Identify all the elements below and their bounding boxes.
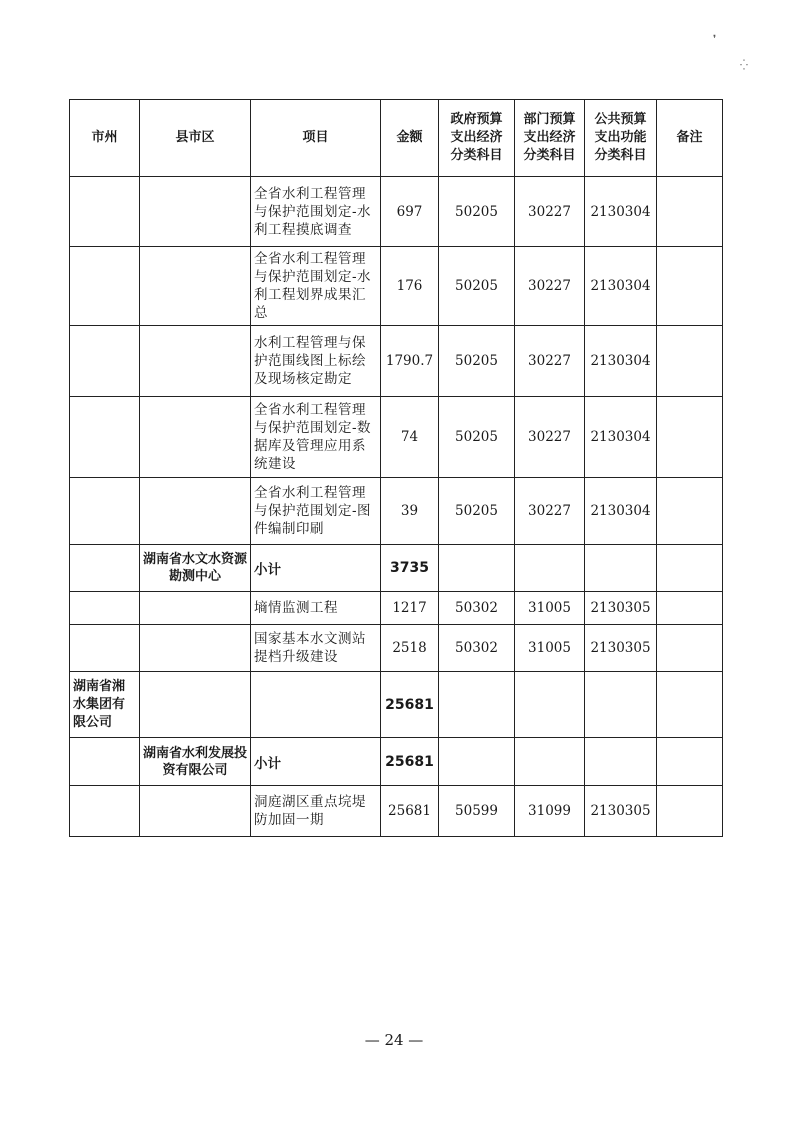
table-row <box>70 786 723 837</box>
group-row <box>70 672 723 738</box>
cell-county <box>140 177 251 247</box>
cell-remarks <box>657 478 723 545</box>
table-header-row <box>70 100 723 177</box>
cell-dept-econ <box>515 672 585 738</box>
cell-county <box>140 397 251 478</box>
cell-dept-econ: 31005 <box>515 592 585 625</box>
cell-project: 墒情监测工程 <box>251 592 381 625</box>
cell-remarks <box>657 177 723 247</box>
table-row <box>70 478 723 545</box>
cell-county <box>140 672 251 738</box>
scan-mark-top: ❜ <box>713 34 717 45</box>
cell-gov-econ: 50599 <box>439 786 515 837</box>
cell-gov-econ: 50302 <box>439 625 515 672</box>
table-row <box>70 592 723 625</box>
cell-project: 全省水利工程管理与保护范围划定-图件编制印刷 <box>251 478 381 545</box>
cell-gov-econ <box>439 545 515 592</box>
cell-amount: 176 <box>381 247 439 326</box>
cell-public-func: 2130305 <box>585 786 657 837</box>
scan-mark-right: ⁛ <box>740 60 748 71</box>
cell-subtotal-label: 小计 <box>251 738 381 786</box>
cell-remarks <box>657 247 723 326</box>
cell-project: 全省水利工程管理与保护范围划定-水利工程摸底调查 <box>251 177 381 247</box>
cell-dept-econ: 31099 <box>515 786 585 837</box>
cell-project: 国家基本水文测站提档升级建设 <box>251 625 381 672</box>
cell-remarks <box>657 625 723 672</box>
cell-remarks <box>657 592 723 625</box>
cell-city <box>70 786 140 837</box>
cell-public-func: 2130304 <box>585 326 657 397</box>
cell-city <box>70 247 140 326</box>
header-dept-econ-text: 部门预算支出经济分类科目 <box>523 112 576 163</box>
cell-county <box>140 247 251 326</box>
cell-subtotal-label: 小计 <box>251 545 381 592</box>
table-row <box>70 177 723 247</box>
cell-city <box>70 545 140 592</box>
cell-city <box>70 625 140 672</box>
cell-public-func <box>585 672 657 738</box>
cell-gov-econ <box>439 738 515 786</box>
cell-county <box>140 592 251 625</box>
cell-gov-econ: 50205 <box>439 177 515 247</box>
cell-city <box>70 738 140 786</box>
cell-county-org: 湖南省水利发展投资有限公司 <box>140 738 251 786</box>
cell-county <box>140 326 251 397</box>
cell-dept-econ <box>515 738 585 786</box>
cell-amount: 2518 <box>381 625 439 672</box>
cell-remarks <box>657 672 723 738</box>
table-row <box>70 397 723 478</box>
cell-subtotal-amount: 25681 <box>381 738 439 786</box>
header-county: 县市区 <box>140 100 251 177</box>
cell-project: 洞庭湖区重点垸堤防加固一期 <box>251 786 381 837</box>
header-public-func <box>585 100 657 177</box>
table-row <box>70 326 723 397</box>
cell-project <box>251 672 381 738</box>
header-remarks: 备注 <box>657 100 723 177</box>
cell-amount: 1790.7 <box>381 326 439 397</box>
cell-county <box>140 786 251 837</box>
cell-public-func: 2130304 <box>585 247 657 326</box>
header-city: 市州 <box>70 100 140 177</box>
header-gov-econ-text: 政府预算支出经济分类科目 <box>450 112 503 163</box>
cell-subtotal-amount: 3735 <box>381 545 439 592</box>
table-row <box>70 625 723 672</box>
cell-dept-econ: 30227 <box>515 326 585 397</box>
cell-remarks <box>657 545 723 592</box>
cell-gov-econ: 50302 <box>439 592 515 625</box>
cell-amount: 25681 <box>381 786 439 837</box>
header-dept-econ <box>515 100 585 177</box>
cell-project: 水利工程管理与保护范围线图上标绘及现场核定勘定 <box>251 326 381 397</box>
cell-public-func: 2130304 <box>585 478 657 545</box>
cell-city <box>70 478 140 545</box>
cell-amount: 1217 <box>381 592 439 625</box>
cell-project: 全省水利工程管理与保护范围划定-水利工程划界成果汇总 <box>251 247 381 326</box>
cell-county <box>140 478 251 545</box>
cell-public-func: 2130304 <box>585 397 657 478</box>
cell-dept-econ: 31005 <box>515 625 585 672</box>
header-amount: 金额 <box>381 100 439 177</box>
cell-city <box>70 397 140 478</box>
cell-city <box>70 326 140 397</box>
cell-amount: 74 <box>381 397 439 478</box>
cell-remarks <box>657 326 723 397</box>
header-project: 项目 <box>251 100 381 177</box>
page-number: — 24 — <box>364 1031 424 1049</box>
cell-gov-econ <box>439 672 515 738</box>
cell-gov-econ: 50205 <box>439 397 515 478</box>
cell-public-func: 2130305 <box>585 592 657 625</box>
cell-group-amount: 25681 <box>381 672 439 738</box>
cell-public-func <box>585 545 657 592</box>
subtotal-row <box>70 738 723 786</box>
cell-county-org: 湖南省水文水资源勘测中心 <box>140 545 251 592</box>
cell-county <box>140 625 251 672</box>
cell-gov-econ: 50205 <box>439 326 515 397</box>
cell-city <box>70 592 140 625</box>
header-gov-econ <box>439 100 515 177</box>
cell-city <box>70 177 140 247</box>
cell-project: 全省水利工程管理与保护范围划定-数据库及管理应用系统建设 <box>251 397 381 478</box>
table-row <box>70 247 723 326</box>
cell-public-func <box>585 738 657 786</box>
cell-gov-econ: 50205 <box>439 247 515 326</box>
cell-gov-econ: 50205 <box>439 478 515 545</box>
cell-dept-econ: 30227 <box>515 247 585 326</box>
cell-amount: 39 <box>381 478 439 545</box>
subtotal-row <box>70 545 723 592</box>
cell-dept-econ: 30227 <box>515 397 585 478</box>
cell-city-org: 湖南省湘水集团有限公司 <box>70 672 140 738</box>
cell-public-func: 2130304 <box>585 177 657 247</box>
cell-public-func: 2130305 <box>585 625 657 672</box>
cell-dept-econ: 30227 <box>515 478 585 545</box>
header-public-func-text: 公共预算支出功能分类科目 <box>594 112 647 163</box>
budget-table <box>69 99 723 837</box>
cell-remarks <box>657 738 723 786</box>
cell-dept-econ <box>515 545 585 592</box>
cell-remarks <box>657 397 723 478</box>
cell-remarks <box>657 786 723 837</box>
cell-amount: 697 <box>381 177 439 247</box>
cell-dept-econ: 30227 <box>515 177 585 247</box>
